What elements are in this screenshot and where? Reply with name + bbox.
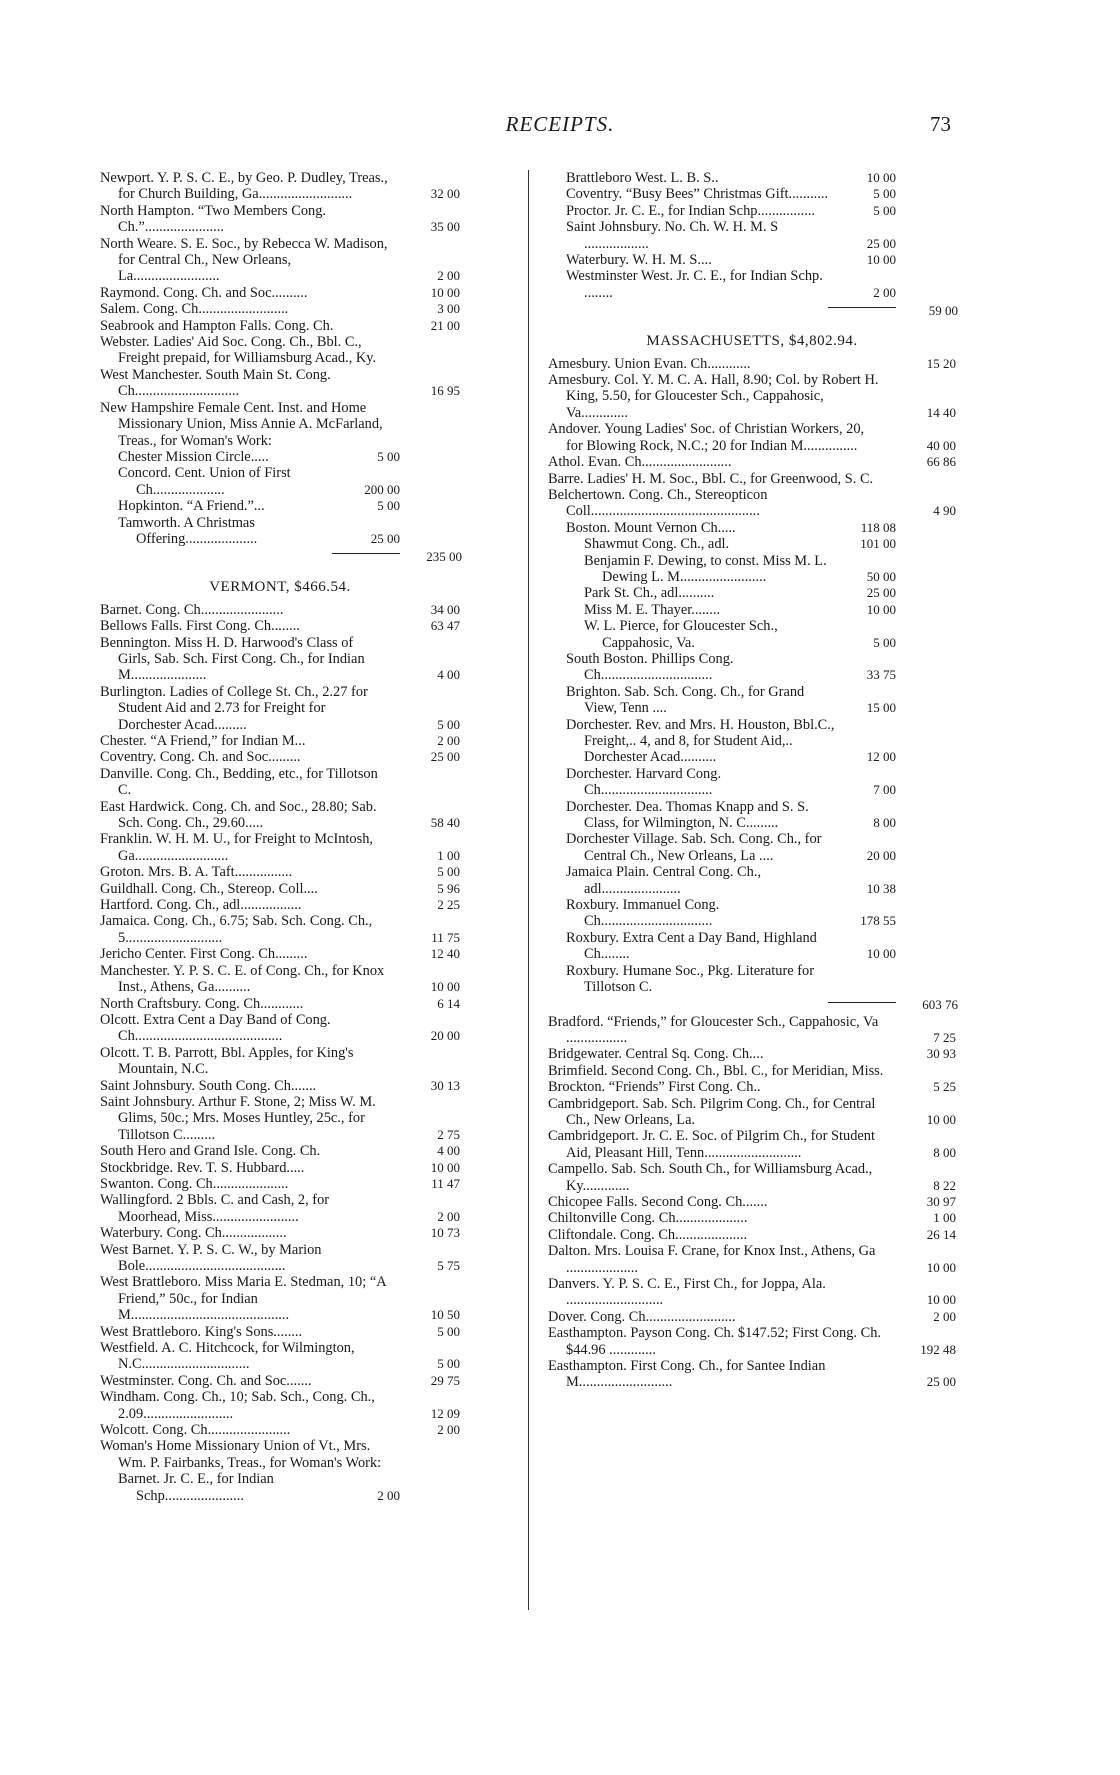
entry-text: Jamaica. Cong. Ch., 6.75; Sab. Sch. Cong. Ch., 5........................... xyxy=(100,913,373,946)
section-heading: MASSACHUSETTS, $4,802.94. xyxy=(646,333,858,350)
entry-amount: 6 14 xyxy=(437,995,460,1011)
entry-amount: 118 08 xyxy=(860,519,896,535)
page-header-title: RECEIPTS. xyxy=(505,112,615,136)
receipt-sub-entry xyxy=(548,520,956,536)
entry-text: Guildhall. Cong. Ch., Stereop. Coll.... xyxy=(100,880,318,897)
entry-text: Dover. Cong. Ch......................... xyxy=(548,1308,736,1325)
receipt-entry xyxy=(100,1340,460,1373)
entry-amount: 5 00 xyxy=(873,634,896,650)
receipt-entry xyxy=(100,831,460,864)
entry-text: Amesbury. Col. Y. M. C. A. Hall, 8.90; Col. by Robert H. King, 5.50, for Gloucester Sch., Cappahosic, Va............. xyxy=(548,372,879,421)
entry-text: South Hero and Grand Isle. Cong. Ch. xyxy=(100,1143,321,1160)
receipt-entry xyxy=(100,367,460,400)
receipt-entry xyxy=(548,454,956,470)
entry-text: Saint Johnsbury. South Cong. Ch....... xyxy=(100,1077,317,1094)
entry-text: Easthampton. First Cong. Ch., for Santee Indian M.......................... xyxy=(548,1358,826,1391)
entry-amount: 15 20 xyxy=(926,355,956,371)
receipt-entry xyxy=(100,1438,460,1471)
receipt-entry xyxy=(100,749,460,765)
entry-text: Bridgewater. Central Sq. Cong. Ch.... xyxy=(548,1046,764,1063)
right-column xyxy=(548,170,956,1391)
entry-amount: 2 25 xyxy=(437,897,460,913)
subtotal-amount: 59 00 xyxy=(928,302,958,318)
receipt-entry xyxy=(100,1389,460,1422)
receipt-sub-entry xyxy=(548,203,956,219)
entry-text: Chicopee Falls. Second Cong. Ch....... xyxy=(548,1193,768,1210)
receipt-entry xyxy=(548,1210,956,1226)
entry-text: Jamaica Plain. Central Cong. Ch., adl...................... xyxy=(566,864,762,897)
receipt-entry xyxy=(100,1176,460,1192)
subtotal-row xyxy=(548,301,956,319)
entry-amount: 30 97 xyxy=(926,1193,956,1209)
receipt-entry xyxy=(100,1225,460,1241)
receipt-entry xyxy=(100,733,460,749)
entry-text: Hopkinton. “A Friend.”... xyxy=(118,498,265,515)
entry-amount: 10 00 xyxy=(866,946,896,962)
entry-amount: 10 00 xyxy=(430,1159,460,1175)
page-number: 73 xyxy=(930,112,951,136)
receipt-entry xyxy=(100,1324,460,1340)
entry-text: Hartford. Cong. Ch., adl................. xyxy=(100,897,302,914)
receipt-sub-entry xyxy=(100,515,460,548)
receipt-entry xyxy=(548,1014,956,1047)
entry-text: North Weare. S. E. Soc., by Rebecca W. Madison, for Central Ch., New Orleans, La........................ xyxy=(100,235,388,285)
entry-text: Coventry. Cong. Ch. and Soc......... xyxy=(100,749,301,766)
entry-text: Brimfield. Second Cong. Ch., Bbl. C., for Meridian, Miss. xyxy=(548,1062,884,1079)
receipt-sub-entry xyxy=(548,536,956,552)
entry-amount: 16 95 xyxy=(430,383,460,399)
receipt-sub-entry xyxy=(548,252,956,268)
receipt-sub-entry xyxy=(548,897,956,930)
receipt-entry xyxy=(100,946,460,962)
entry-text: Newport. Y. P. S. C. E., by Geo. P. Dudley, Treas., for Church Building, Ga.......................... xyxy=(100,170,388,203)
entry-amount: 10 00 xyxy=(926,1259,956,1275)
entry-text: Olcott. Extra Cent a Day Band of Cong. Ch......................................... xyxy=(100,1011,331,1045)
entry-amount: 10 00 xyxy=(926,1111,956,1127)
entry-text: North Hampton. “Two Members Cong. Ch.”...................... xyxy=(100,202,327,236)
entry-amount: 25 00 xyxy=(866,235,896,251)
subtotal-amount: 235 00 xyxy=(426,548,462,564)
receipt-entry xyxy=(100,1373,460,1389)
entry-text: Saint Johnsbury. No. Ch. W. H. M. S .................. xyxy=(566,219,779,252)
entry-amount: 5 96 xyxy=(437,880,460,896)
receipt-entry xyxy=(100,1094,460,1143)
entry-amount: 5 00 xyxy=(437,716,460,732)
left-column xyxy=(100,170,460,1504)
receipt-entry xyxy=(100,170,460,203)
entry-text: Westminster West. Jr. C. E., for Indian Schp. ........ xyxy=(566,268,823,301)
receipt-entry xyxy=(100,766,460,799)
receipt-sub-entry xyxy=(548,585,956,601)
entry-amount: 66 86 xyxy=(926,454,956,470)
entry-text: Seabrook and Hampton Falls. Cong. Ch. xyxy=(100,317,334,334)
entry-text: Brighton. Sab. Sch. Cong. Ch., for Grand View, Tenn .... xyxy=(566,683,805,717)
entry-amount: 33 75 xyxy=(866,667,896,683)
entry-text: Salem. Cong. Ch......................... xyxy=(100,301,289,318)
receipt-sub-entry xyxy=(548,799,956,832)
entry-text: Belchertown. Cong. Ch., Stereopticon Coll............................................... xyxy=(548,486,768,520)
entry-text: Westminster. Cong. Ch. and Soc....... xyxy=(100,1372,312,1389)
entry-amount: 1 00 xyxy=(933,1210,956,1226)
entry-amount: 29 75 xyxy=(430,1372,460,1388)
entry-text: Dorchester. Rev. and Mrs. H. Houston, Bbl.C., Freight,.. 4, and 8, for Student Aid,.. Dorchester Acad.......... xyxy=(566,716,835,766)
entry-text: West Barnet. Y. P. S. C. W., by Marion Bole....................................... xyxy=(100,1241,322,1274)
entry-text: West Brattleboro. King's Sons........ xyxy=(100,1323,303,1340)
entry-text: Park St. Ch., adl.......... xyxy=(584,585,715,602)
subtotal-rule xyxy=(828,1002,896,1003)
entry-amount: 10 73 xyxy=(430,1225,460,1241)
entry-amount: 15 00 xyxy=(866,700,896,716)
entry-text: Barre. Ladies' H. M. Soc., Bbl. C., for Greenwood, S. C. xyxy=(548,470,874,487)
receipt-entry xyxy=(100,635,460,684)
entry-amount: 10 00 xyxy=(430,979,460,995)
receipt-sub-entry xyxy=(548,831,956,864)
entry-amount: 25 00 xyxy=(370,530,400,546)
entry-text: Swanton. Cong. Ch..................... xyxy=(100,1175,289,1192)
receipt-entry xyxy=(548,1194,956,1210)
receipt-entry xyxy=(100,400,460,449)
entry-text: Athol. Evan. Ch......................... xyxy=(548,454,732,471)
subtotal-row xyxy=(100,547,460,565)
entry-text: Woman's Home Missionary Union of Vt., Mrs. Wm. P. Fairbanks, Treas., for Woman's Work: xyxy=(100,1438,382,1471)
entry-text: Webster. Ladies' Aid Soc. Cong. Ch., Bbl. C., Freight prepaid, for Williamsburg Acad., Ky. xyxy=(100,334,377,367)
receipt-entry xyxy=(100,318,460,334)
entry-amount: 10 00 xyxy=(866,170,896,185)
entry-amount: 7 00 xyxy=(873,782,896,798)
entry-amount: 200 00 xyxy=(364,481,400,497)
entry-text: Roxbury. Extra Cent a Day Band, Highland Ch........ xyxy=(566,929,817,963)
receipt-entry xyxy=(100,864,460,880)
entry-text: Shawmut Cong. Ch., adl. xyxy=(584,536,730,553)
receipt-entry xyxy=(100,1012,460,1045)
entry-text: Tamworth. A Christmas Offering.................... xyxy=(118,514,258,547)
entry-text: Coventry. “Busy Bees” Christmas Gift........... xyxy=(566,186,829,203)
receipt-entry xyxy=(100,1274,460,1323)
receipt-entry xyxy=(100,1422,460,1438)
entry-text: Roxbury. Immanuel Cong. Ch............................... xyxy=(566,897,720,930)
entry-amount: 2 75 xyxy=(437,1126,460,1142)
entry-amount: 8 00 xyxy=(933,1144,956,1160)
entry-text: West Manchester. South Main St. Cong. Ch............................. xyxy=(100,366,331,400)
receipt-entry xyxy=(548,356,956,372)
entry-text: Cambridgeport. Jr. C. E. Soc. of Pilgrim Ch., for Student Aid, Pleasant Hill, Tenn........................... xyxy=(548,1128,875,1161)
entry-text: Burlington. Ladies of College St. Ch., 2.27 for Student Aid and 2.73 for Freight for Dorchester Acad......... xyxy=(100,683,368,733)
entry-amount: 5 00 xyxy=(873,202,896,218)
entry-amount: 10 38 xyxy=(866,880,896,896)
entry-text: South Boston. Phillips Cong. Ch............................... xyxy=(566,650,734,684)
receipt-sub-entry xyxy=(548,553,956,586)
entry-text: Stockbridge. Rev. T. S. Hubbard..... xyxy=(100,1159,305,1176)
entry-amount: 2 00 xyxy=(933,1308,956,1324)
receipt-entry xyxy=(548,1079,956,1095)
receipt-entry xyxy=(548,471,956,487)
entry-text: North Craftsbury. Cong. Ch............ xyxy=(100,995,304,1012)
receipt-sub-entry xyxy=(548,684,956,717)
receipt-entry xyxy=(100,799,460,832)
receipt-sub-entry xyxy=(548,864,956,897)
entry-amount: 35 00 xyxy=(430,219,460,235)
receipt-entry xyxy=(100,684,460,733)
entry-text: Cliftondale. Cong. Ch.................... xyxy=(548,1226,748,1243)
entry-text: Chester. “A Friend,” for Indian M... xyxy=(100,733,306,749)
entry-amount: 58 40 xyxy=(430,815,460,831)
entry-amount: 2 00 xyxy=(377,1487,400,1503)
receipt-sub-entry xyxy=(548,618,956,651)
receipt-sub-entry xyxy=(100,465,460,498)
receipt-entry xyxy=(548,421,956,454)
entry-text: Danvers. Y. P. S. C. E., First Ch., for Joppa, Ala. ........................... xyxy=(548,1276,826,1309)
entry-text: Chiltonville Cong. Ch.................... xyxy=(548,1210,748,1227)
entry-text: Waterbury. W. H. M. S.... xyxy=(566,252,712,269)
entry-amount: 2 00 xyxy=(873,284,896,300)
receipt-sub-entry xyxy=(548,268,956,301)
entry-text: Brattleboro West. L. B. S.. xyxy=(566,170,719,186)
entry-amount: 25 00 xyxy=(866,585,896,601)
receipt-entry xyxy=(100,913,460,946)
entry-text: Barnet. Cong. Ch....................... xyxy=(100,601,284,618)
entry-text: Franklin. W. H. M. U., for Freight to McIntosh, Ga.......................... xyxy=(100,831,374,864)
receipt-entry xyxy=(100,602,460,618)
subtotal-rule xyxy=(332,553,400,554)
entry-amount: 2 00 xyxy=(437,733,460,748)
entry-amount: 1 00 xyxy=(437,847,460,863)
column-divider xyxy=(528,170,529,1610)
entry-amount: 11 75 xyxy=(431,929,460,945)
entry-amount: 7 25 xyxy=(933,1029,956,1045)
entry-amount: 4 00 xyxy=(437,667,460,683)
entry-text: Easthampton. Payson Cong. Ch. $147.52; First Cong. Ch. $44.96 ............. xyxy=(548,1325,882,1358)
entry-amount: 2 00 xyxy=(437,268,460,284)
entry-amount: 5 75 xyxy=(437,1258,460,1273)
entry-text: Miss M. E. Thayer........ xyxy=(584,601,721,618)
entry-text: Concord. Cent. Union of First Ch.................... xyxy=(118,465,291,498)
entry-text: Benjamin F. Dewing, to const. Miss M. L. Dewing L. M........................ xyxy=(584,552,827,585)
entry-amount: 21 00 xyxy=(430,317,460,333)
entry-text: West Brattleboro. Miss Maria E. Stedman, 10; “A Friend,” 50c., for Indian M............................................ xyxy=(100,1274,386,1324)
entry-amount: 12 00 xyxy=(866,749,896,765)
entry-amount: 26 14 xyxy=(926,1226,956,1242)
entry-amount: 2 00 xyxy=(437,1208,460,1224)
entry-amount: 25 00 xyxy=(926,1374,956,1390)
receipt-sub-entry xyxy=(100,1471,460,1504)
receipt-entry xyxy=(100,1045,460,1078)
receipt-sub-entry xyxy=(548,186,956,202)
receipt-entry xyxy=(548,1325,956,1358)
entry-amount: 2 00 xyxy=(437,1422,460,1438)
receipt-entry xyxy=(100,1192,460,1225)
entry-amount: 5 25 xyxy=(933,1079,956,1095)
entry-amount: 10 00 xyxy=(866,252,896,268)
entry-text: Wallingford. 2 Bbls. C. and Cash, 2, for Moorhead, Miss........................ xyxy=(100,1192,330,1225)
entry-text: Dorchester Village. Sab. Sch. Cong. Ch., for Central Ch., New Orleans, La .... xyxy=(566,831,822,864)
entry-amount: 10 00 xyxy=(926,1292,956,1308)
receipt-entry xyxy=(548,1063,956,1079)
entry-text: Brockton. “Friends” First Cong. Ch.. xyxy=(548,1079,761,1096)
receipt-entry xyxy=(548,1161,956,1194)
receipt-sub-entry xyxy=(100,498,460,514)
entry-text: W. L. Pierce, for Gloucester Sch., Cappahosic, Va. xyxy=(584,618,778,651)
receipt-entry xyxy=(100,618,460,634)
entry-amount: 34 00 xyxy=(430,601,460,617)
entry-amount: 40 00 xyxy=(926,437,956,453)
entry-text: Chester Mission Circle..... xyxy=(118,448,269,465)
receipt-sub-entry xyxy=(548,602,956,618)
entry-text: Roxbury. Humane Soc., Pkg. Literature for Tillotson C. xyxy=(566,962,815,996)
receipt-sub-entry xyxy=(548,219,956,252)
entry-text: Windham. Cong. Ch., 10; Sab. Sch., Cong. Ch., 2.09......................... xyxy=(100,1389,375,1422)
entry-amount: 10 50 xyxy=(430,1307,460,1323)
entry-amount: 12 40 xyxy=(430,946,460,962)
entry-text: Andover. Young Ladies' Soc. of Christian Workers, 20, for Blowing Rock, N.C.; 20 for Indian M............... xyxy=(548,421,865,454)
entry-amount: 5 00 xyxy=(437,1356,460,1372)
receipt-sub-entry xyxy=(548,930,956,963)
entry-amount: 4 00 xyxy=(437,1143,460,1159)
entry-text: Westfield. A. C. Hitchcock, for Wilmington, N.C.............................. xyxy=(100,1340,355,1373)
receipt-sub-entry xyxy=(548,963,956,996)
receipt-entry xyxy=(100,1242,460,1275)
entry-amount: 14 40 xyxy=(926,404,956,420)
receipt-entry xyxy=(548,1227,956,1243)
receipt-sub-entry xyxy=(548,170,956,186)
receipt-entry xyxy=(100,285,460,301)
entry-amount: 5 00 xyxy=(437,864,460,880)
entry-text: Barnet. Jr. C. E., for Indian Schp...................... xyxy=(118,1471,274,1504)
receipt-entry xyxy=(100,236,460,285)
receipt-sub-entry xyxy=(548,766,956,799)
entry-text: Jericho Center. First Cong. Ch......... xyxy=(100,946,308,963)
receipt-entry xyxy=(100,881,460,897)
entry-text: Bradford. “Friends,” for Gloucester Sch., Cappahosic, Va ................. xyxy=(548,1013,879,1046)
entry-text: Bellows Falls. First Cong. Ch........ xyxy=(100,618,300,635)
entry-text: Danville. Cong. Ch., Bedding, etc., for Tillotson C. xyxy=(100,765,378,799)
entry-text: Amesbury. Union Evan. Ch............ xyxy=(548,355,751,372)
entry-amount: 30 13 xyxy=(430,1077,460,1093)
receipt-entry xyxy=(548,1046,956,1062)
entry-text: Olcott. T. B. Parrott, Bbl. Apples, for King's Mountain, N.C. xyxy=(100,1044,354,1078)
entry-amount: 10 00 xyxy=(430,284,460,300)
receipt-entry xyxy=(548,1276,956,1309)
receipt-entry xyxy=(100,334,460,367)
receipt-entry xyxy=(100,897,460,913)
entry-amount: 5 00 xyxy=(377,448,400,464)
subtotal-row xyxy=(548,996,956,1014)
entry-text: Cambridgeport. Sab. Sch. Pilgrim Cong. Ch., for Central Ch., New Orleans, La. xyxy=(548,1095,876,1128)
receipt-entry xyxy=(100,1160,460,1176)
receipt-entry xyxy=(100,203,460,236)
entry-text: Boston. Mount Vernon Ch..... xyxy=(566,519,736,536)
entry-amount: 11 47 xyxy=(431,1175,460,1191)
receipt-entry xyxy=(100,1143,460,1159)
entry-amount: 178 55 xyxy=(860,913,896,929)
entry-amount: 32 00 xyxy=(430,186,460,202)
entry-text: New Hampshire Female Cent. Inst. and Home Missionary Union, Miss Annie A. McFarland, Treas., for Woman's Work: xyxy=(100,399,383,449)
receipt-entry xyxy=(548,372,956,421)
receipt-entry xyxy=(548,487,956,520)
entry-text: Wolcott. Cong. Ch....................... xyxy=(100,1422,291,1439)
receipt-entry xyxy=(548,1096,956,1129)
section-heading: VERMONT, $466.54. xyxy=(209,579,351,596)
subtotal-rule xyxy=(828,307,896,308)
entry-amount: 50 00 xyxy=(866,568,896,584)
receipt-entry xyxy=(100,996,460,1012)
receipt-entry xyxy=(100,963,460,996)
entry-amount: 10 00 xyxy=(866,601,896,617)
entry-amount: 5 00 xyxy=(873,186,896,202)
entry-text: Saint Johnsbury. Arthur F. Stone, 2; Miss W. M. Glims, 50c.; Mrs. Moses Huntley, 25c., for Tillotson C......... xyxy=(100,1093,376,1143)
entry-text: Raymond. Cong. Ch. and Soc.......... xyxy=(100,284,308,301)
entry-text: East Hardwick. Cong. Ch. and Soc., 28.80; Sab. Sch. Cong. Ch., 29.60..... xyxy=(100,798,377,832)
receipt-entry xyxy=(100,1078,460,1094)
entry-amount: 30 93 xyxy=(926,1046,956,1062)
receipt-sub-entry xyxy=(548,717,956,766)
receipt-entry xyxy=(548,1128,956,1161)
entry-amount: 63 47 xyxy=(430,618,460,634)
entry-amount: 5 00 xyxy=(377,498,400,514)
entry-amount: 192 48 xyxy=(920,1341,956,1357)
entry-amount: 8 00 xyxy=(873,815,896,831)
entry-amount: 12 09 xyxy=(430,1405,460,1421)
entry-amount: 3 00 xyxy=(437,301,460,317)
entry-text: Dorchester. Dea. Thomas Knapp and S. S. Class, for Wilmington, N. C......... xyxy=(566,798,809,832)
entry-text: Campello. Sab. Sch. South Ch., for Williamsburg Acad., Ky............. xyxy=(548,1161,873,1194)
entry-amount: 4 90 xyxy=(933,503,956,519)
receipt-entry xyxy=(548,1309,956,1325)
receipt-entry xyxy=(548,1243,956,1276)
subtotal-amount: 603 76 xyxy=(922,997,958,1013)
receipt-entry xyxy=(548,1358,956,1391)
entry-text: Manchester. Y. P. S. C. E. of Cong. Ch., for Knox Inst., Athens, Ga.......... xyxy=(100,962,385,996)
entry-amount: 101 00 xyxy=(860,536,896,552)
receipt-entry xyxy=(100,301,460,317)
receipt-sub-entry xyxy=(100,449,460,465)
entry-text: Waterbury. Cong. Ch.................. xyxy=(100,1225,287,1242)
entry-amount: 8 22 xyxy=(933,1177,956,1193)
entry-amount: 25 00 xyxy=(430,749,460,765)
entry-text: Groton. Mrs. B. A. Taft................ xyxy=(100,864,293,881)
entry-text: Proctor. Jr. C. E., for Indian Schp................ xyxy=(566,202,816,219)
entry-text: Dorchester. Harvard Cong. Ch............................... xyxy=(566,765,722,799)
entry-amount: 20 00 xyxy=(866,847,896,863)
entry-amount: 20 00 xyxy=(430,1028,460,1044)
entry-text: Bennington. Miss H. D. Harwood's Class of Girls, Sab. Sch. First Cong. Ch., for Indian M..................... xyxy=(100,634,365,684)
entry-text: Dalton. Mrs. Louisa F. Crane, for Knox Inst., Athens, Ga .................... xyxy=(548,1243,876,1276)
receipt-sub-entry xyxy=(548,651,956,684)
entry-amount: 5 00 xyxy=(437,1323,460,1339)
